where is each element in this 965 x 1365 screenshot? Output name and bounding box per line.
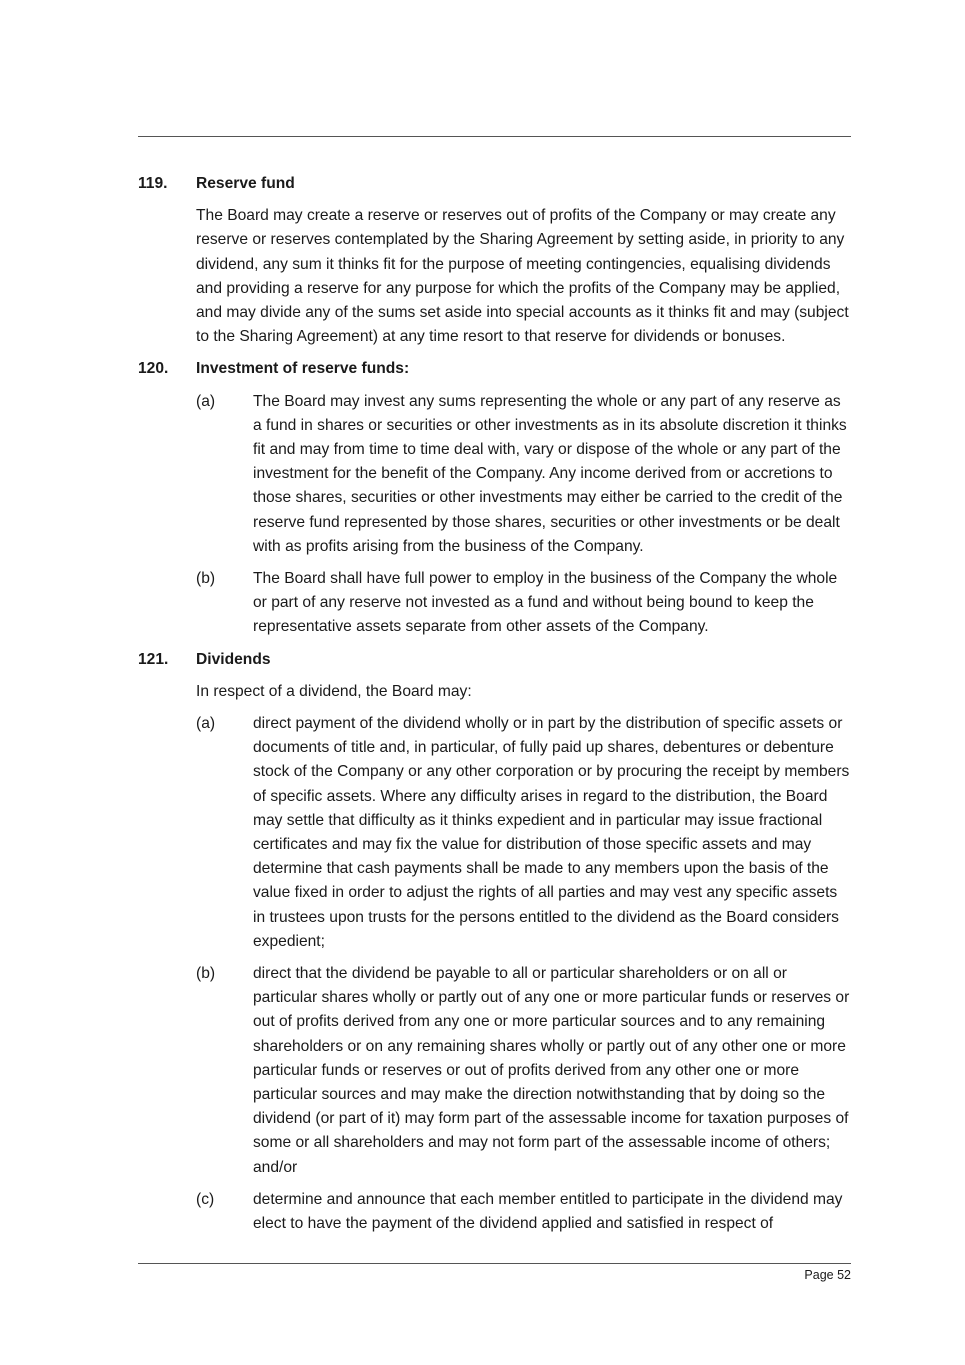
item-text: direct that the dividend be payable to all or particular shareholders or on all or particular shares wholly or partly out of any one or more particular funds or reserves or out of profits derived from any one or more particular sources and to any remaining shareholders or on any remaining shares wholly or partly out of any other one or more particular funds or reserves or out of profits derived from any other one or more particular sources and may make the direction notwithstanding that by doing so the dividend (or part of it) may form part of the assessable income for taxation purposes of some or all shareholders and may not form part of the assessable income of others; and/or bbox=[253, 965, 850, 1176]
document-body bbox=[138, 172, 851, 1244]
item-label: (b) bbox=[196, 965, 216, 983]
section-title: Investment of reserve funds: bbox=[196, 360, 410, 378]
section-heading-119 bbox=[138, 172, 851, 196]
section-heading-121 bbox=[138, 648, 851, 672]
item-text: direct payment of the dividend wholly or in part by the distribution of specific assets or documents of title and, in particular, of fully paid up shares, debentures or debenture stock of the Company or any other corporation or by procuring the receipt by members of specific assets. Where any difficulty arises in regard to the distribution, the Board may settle that difficulty as it thinks expedient and in particular may issue fractional certificates and may fix the value for distribution of those specific assets and may determine that cash payments shall be made to any members upon the basis of the value fixed in order to adjust the rights of all parties and may vest any specific assets in trustees upon trusts for the persons entitled to the dividend as the Board considers expedient; bbox=[253, 715, 850, 950]
item-text: determine and announce that each member entitled to participate in the dividend may elect to have the payment of the dividend applied and satisfied in respect of bbox=[253, 1190, 843, 1233]
item-text: The Board may invest any sums representing the whole or any part of any reserve as a fund in shares or securities or other investments as in its absolute discretion it thinks fit and may from time to time deal with, vary or dispose of the whole or any part of the investment for the benefit of the Company. Any income derived from or accretions to those shares, securities or other investments may either be carried to the credit of the reserve fund represented by those shares, securities or other investments or be dealt with as profits arising from the business of the Company. bbox=[253, 392, 847, 555]
list-item bbox=[138, 962, 851, 1180]
footer-rule bbox=[138, 1263, 851, 1264]
item-label: (b) bbox=[196, 570, 216, 588]
list-item bbox=[138, 712, 851, 954]
section-heading-120 bbox=[138, 357, 851, 381]
section-number: 119. bbox=[138, 175, 168, 192]
item-label: (c) bbox=[196, 1190, 215, 1208]
section-number: 120. bbox=[138, 360, 169, 378]
list-item bbox=[138, 390, 851, 559]
section-intro: In respect of a dividend, the Board may: bbox=[196, 682, 472, 700]
section-title: Dividends bbox=[196, 650, 271, 668]
section-number: 121. bbox=[138, 650, 169, 668]
list-item bbox=[138, 1188, 851, 1236]
item-label: (a) bbox=[196, 392, 216, 410]
section-paragraph: The Board may create a reserve or reserves out of profits of the Company or may create any reserve or reserves contemplated by the Sharing Agreement by setting aside, in priority to any dividend, any sum it thinks fit for the purpose of meeting contingencies, equalising dividends and providing a reserve for any purpose for which the profits of the Company may be applied, and may divide any of the sums set aside into special accounts as it thinks fit and may (subject to the Sharing Agreement) at any time resort to that reserve for dividends or bonuses. bbox=[196, 207, 849, 346]
page-number: Page 52 bbox=[804, 1268, 851, 1282]
section-title: Reserve fund bbox=[196, 175, 295, 192]
item-label: (a) bbox=[196, 715, 216, 733]
header-rule bbox=[138, 136, 851, 137]
list-item bbox=[138, 567, 851, 640]
item-text: The Board shall have full power to employ in the business of the Company the whole or part of any reserve not invested as a fund and without being bound to keep the representative assets separate from other assets of the Company. bbox=[253, 570, 838, 636]
